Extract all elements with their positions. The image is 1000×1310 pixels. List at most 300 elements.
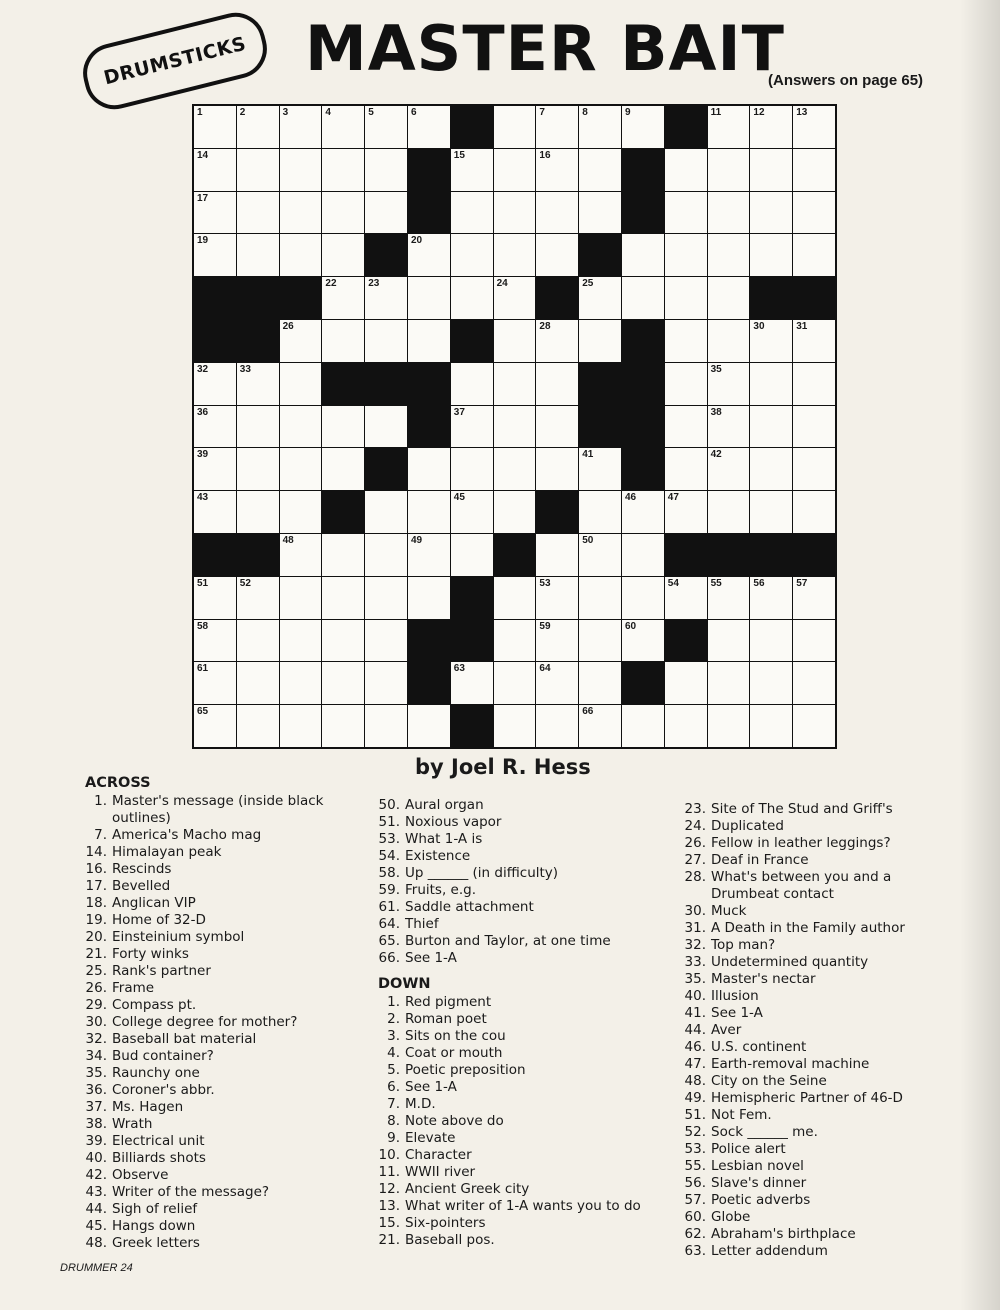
clue-number: 27. <box>684 852 706 868</box>
grid-cell[interactable] <box>408 705 450 747</box>
clue-text: Slave's dinner <box>711 1175 807 1191</box>
clue-number: 58. <box>378 865 400 881</box>
grid-cell[interactable] <box>322 534 364 576</box>
grid-cell[interactable] <box>665 320 707 362</box>
grid-cell[interactable] <box>451 662 493 704</box>
grid-cell[interactable] <box>494 662 536 704</box>
grid-cell[interactable] <box>322 577 364 619</box>
grid-cell[interactable] <box>665 491 707 533</box>
grid-cell[interactable] <box>708 320 750 362</box>
grid-cell[interactable] <box>451 277 493 319</box>
grid-cell[interactable] <box>194 234 236 276</box>
grid-cell[interactable] <box>322 106 364 148</box>
grid-cell[interactable] <box>536 149 578 191</box>
grid-cell[interactable] <box>579 192 621 234</box>
cell-number: 47 <box>667 492 679 504</box>
grid-cell[interactable] <box>280 106 322 148</box>
grid-cell[interactable] <box>408 491 450 533</box>
grid-cell[interactable] <box>579 705 621 747</box>
grid-cell[interactable] <box>793 620 835 662</box>
grid-cell[interactable] <box>451 234 493 276</box>
grid-cell[interactable] <box>750 620 792 662</box>
grid-cell[interactable] <box>322 234 364 276</box>
cell-number: 41 <box>582 449 594 461</box>
cell-number: 7 <box>539 107 545 118</box>
clue-text: Poetic adverbs <box>711 1192 811 1208</box>
clue-text: Sock ______ me. <box>711 1124 818 1140</box>
grid-cell[interactable] <box>280 406 322 448</box>
grid-cell[interactable] <box>280 491 322 533</box>
grid-block <box>408 149 450 191</box>
grid-cell[interactable] <box>750 192 792 234</box>
clue-number: 31. <box>684 920 706 936</box>
grid-cell[interactable] <box>793 705 835 747</box>
grid-cell[interactable] <box>237 149 279 191</box>
grid-cell[interactable] <box>708 662 750 704</box>
clue-text: M.D. <box>405 1096 436 1112</box>
cell-number: 24 <box>496 278 508 290</box>
grid-cell[interactable] <box>536 363 578 405</box>
clue-text: Aural organ <box>405 797 484 813</box>
grid-cell[interactable] <box>408 577 450 619</box>
grid-cell[interactable] <box>793 363 835 405</box>
grid-cell[interactable] <box>750 491 792 533</box>
clue-item <box>378 1028 668 1045</box>
grid-cell[interactable] <box>365 277 407 319</box>
clue-number: 1. <box>387 994 400 1010</box>
grid-cell[interactable] <box>237 363 279 405</box>
grid-cell[interactable] <box>665 234 707 276</box>
grid-cell[interactable] <box>793 149 835 191</box>
grid-block <box>665 620 707 662</box>
grid-cell[interactable] <box>622 106 664 148</box>
grid-cell[interactable] <box>280 620 322 662</box>
grid-cell[interactable] <box>665 277 707 319</box>
clue-item <box>684 1090 956 1107</box>
grid-cell[interactable] <box>494 234 536 276</box>
cell-number: 55 <box>710 577 722 589</box>
grid-cell[interactable] <box>579 620 621 662</box>
clue-number: 46. <box>684 1039 706 1055</box>
grid-cell[interactable] <box>708 705 750 747</box>
grid-cell[interactable] <box>536 234 578 276</box>
grid-cell[interactable] <box>280 149 322 191</box>
grid-cell[interactable] <box>750 363 792 405</box>
cell-number: 31 <box>796 320 808 332</box>
grid-cell[interactable] <box>536 106 578 148</box>
grid-cell[interactable] <box>750 406 792 448</box>
grid-cell[interactable] <box>237 406 279 448</box>
clue-text: Coat or mouth <box>405 1045 503 1061</box>
grid-cell[interactable] <box>793 106 835 148</box>
grid-block <box>579 363 621 405</box>
clue-item <box>378 831 668 848</box>
grid-cell[interactable] <box>194 491 236 533</box>
grid-cell[interactable] <box>793 192 835 234</box>
grid-cell[interactable] <box>665 363 707 405</box>
clue-text: Ancient Greek city <box>405 1181 530 1197</box>
grid-cell[interactable] <box>536 662 578 704</box>
grid-cell[interactable] <box>750 149 792 191</box>
grid-cell[interactable] <box>408 106 450 148</box>
grid-cell[interactable] <box>451 363 493 405</box>
clue-number: 5. <box>387 1062 400 1078</box>
clue-item <box>85 878 350 895</box>
clue-number: 30. <box>684 903 706 919</box>
grid-cell[interactable] <box>365 106 407 148</box>
clue-number: 62. <box>684 1226 706 1242</box>
grid-cell[interactable] <box>280 534 322 576</box>
grid-cell[interactable] <box>280 705 322 747</box>
grid-cell[interactable] <box>322 662 364 704</box>
grid-block <box>451 320 493 362</box>
clue-text: Writer of the message? <box>112 1184 270 1200</box>
grid-cell[interactable] <box>237 705 279 747</box>
grid-cell[interactable] <box>194 577 236 619</box>
grid-cell[interactable] <box>451 149 493 191</box>
grid-cell[interactable] <box>194 363 236 405</box>
grid-cell[interactable] <box>750 662 792 704</box>
clue-text: What writer of 1-A wants you to do <box>405 1198 641 1214</box>
clue-item <box>684 971 956 988</box>
cell-number: 17 <box>197 192 209 204</box>
grid-cell[interactable] <box>494 705 536 747</box>
page-footer: DRUMMER 24 <box>60 1262 133 1274</box>
grid-cell[interactable] <box>579 277 621 319</box>
clue-number: 48. <box>85 1235 107 1251</box>
grid-cell[interactable] <box>194 705 236 747</box>
grid-cell[interactable] <box>708 277 750 319</box>
grid-cell[interactable] <box>750 234 792 276</box>
clue-item <box>378 1181 668 1198</box>
grid-cell[interactable] <box>280 577 322 619</box>
grid-cell[interactable] <box>750 320 792 362</box>
clue-text: See 1-A <box>405 950 457 966</box>
grid-cell[interactable] <box>536 705 578 747</box>
grid-cell[interactable] <box>579 448 621 490</box>
grid-cell[interactable] <box>408 277 450 319</box>
grid-cell[interactable] <box>408 448 450 490</box>
cell-number: 60 <box>624 620 637 632</box>
grid-block <box>622 662 664 704</box>
grid-cell[interactable] <box>665 705 707 747</box>
clue-item <box>684 988 956 1005</box>
clue-item <box>378 814 668 831</box>
clue-item <box>85 1150 350 1167</box>
grid-cell[interactable] <box>622 577 664 619</box>
cell-number: 50 <box>582 534 594 546</box>
grid-cell[interactable] <box>365 577 407 619</box>
grid-cell[interactable] <box>451 534 493 576</box>
grid-cell[interactable] <box>451 491 493 533</box>
clue-text: Baseball bat material <box>112 1031 257 1047</box>
grid-cell[interactable] <box>708 234 750 276</box>
grid-cell[interactable] <box>451 406 493 448</box>
grid-cell[interactable] <box>579 577 621 619</box>
clue-number: 61. <box>378 899 400 915</box>
grid-cell[interactable] <box>280 363 322 405</box>
grid-cell[interactable] <box>793 406 835 448</box>
cell-number: 1 <box>197 107 203 118</box>
clue-item <box>378 1147 668 1164</box>
grid-cell[interactable] <box>194 448 236 490</box>
clue-number: 33. <box>684 954 706 970</box>
grid-cell[interactable] <box>365 620 407 662</box>
grid-cell[interactable] <box>494 620 536 662</box>
across-column <box>85 775 350 1252</box>
across-clue-list <box>85 793 350 1252</box>
grid-cell[interactable] <box>665 577 707 619</box>
grid-block <box>280 277 322 319</box>
grid-cell[interactable] <box>494 448 536 490</box>
grid-cell[interactable] <box>237 234 279 276</box>
grid-cell[interactable] <box>793 448 835 490</box>
grid-cell[interactable] <box>494 192 536 234</box>
grid-cell[interactable] <box>280 662 322 704</box>
grid-cell[interactable] <box>322 277 364 319</box>
grid-cell[interactable] <box>579 106 621 148</box>
clue-item <box>684 1141 956 1158</box>
grid-cell[interactable] <box>750 577 792 619</box>
grid-cell[interactable] <box>665 149 707 191</box>
grid-cell[interactable] <box>494 491 536 533</box>
clue-item <box>684 1107 956 1124</box>
grid-cell[interactable] <box>365 149 407 191</box>
grid-cell[interactable] <box>665 406 707 448</box>
grid-cell[interactable] <box>708 448 750 490</box>
clue-number: 10. <box>378 1147 400 1163</box>
clue-item <box>85 980 350 997</box>
grid-cell[interactable] <box>237 192 279 234</box>
grid-cell[interactable] <box>322 448 364 490</box>
clue-text: Six-pointers <box>405 1215 486 1231</box>
clue-number: 32. <box>684 937 706 953</box>
grid-block <box>451 620 493 662</box>
grid-cell[interactable] <box>708 192 750 234</box>
grid-cell[interactable] <box>750 448 792 490</box>
grid-cell[interactable] <box>494 320 536 362</box>
grid-cell[interactable] <box>365 491 407 533</box>
grid-cell[interactable] <box>579 149 621 191</box>
grid-cell[interactable] <box>365 705 407 747</box>
clue-text: WWII river <box>405 1164 476 1180</box>
clue-number: 44. <box>684 1022 706 1038</box>
grid-cell[interactable] <box>237 620 279 662</box>
clue-number: 18. <box>85 895 107 911</box>
grid-cell[interactable] <box>237 448 279 490</box>
grid-block <box>322 363 364 405</box>
grid-cell[interactable] <box>665 192 707 234</box>
grid-cell[interactable] <box>708 491 750 533</box>
grid-block <box>536 277 578 319</box>
clue-item <box>378 933 668 950</box>
grid-cell[interactable] <box>322 192 364 234</box>
grid-cell[interactable] <box>708 406 750 448</box>
grid-cell[interactable] <box>708 106 750 148</box>
clue-item <box>85 1014 350 1031</box>
cell-number: 28 <box>539 320 551 332</box>
clue-text: Anglican VIP <box>112 895 196 911</box>
grid-cell[interactable] <box>622 234 664 276</box>
clue-text: What 1-A is <box>405 831 483 847</box>
grid-cell[interactable] <box>708 149 750 191</box>
grid-cell[interactable] <box>365 662 407 704</box>
clue-number: 36. <box>85 1082 107 1098</box>
grid-cell[interactable] <box>365 534 407 576</box>
grid-cell[interactable] <box>194 620 236 662</box>
grid-cell[interactable] <box>536 534 578 576</box>
clue-text: Greek letters <box>112 1235 200 1251</box>
grid-cell[interactable] <box>622 491 664 533</box>
grid-cell[interactable] <box>194 192 236 234</box>
grid-cell[interactable] <box>408 320 450 362</box>
grid-cell[interactable] <box>280 192 322 234</box>
clue-number: 25. <box>85 963 107 979</box>
grid-cell[interactable] <box>708 577 750 619</box>
cell-number: 36 <box>197 406 209 418</box>
grid-cell[interactable] <box>622 620 664 662</box>
grid-cell[interactable] <box>622 534 664 576</box>
clue-item <box>378 1079 668 1096</box>
clue-number: 11. <box>378 1164 400 1180</box>
grid-cell[interactable] <box>793 234 835 276</box>
cell-number: 2 <box>239 107 246 118</box>
grid-cell[interactable] <box>280 320 322 362</box>
grid-cell[interactable] <box>194 662 236 704</box>
grid-cell[interactable] <box>194 406 236 448</box>
clue-item <box>85 997 350 1014</box>
grid-cell[interactable] <box>494 106 536 148</box>
clue-text: Lesbian novel <box>711 1158 804 1174</box>
clue-item <box>378 1011 668 1028</box>
grid-cell[interactable] <box>536 577 578 619</box>
grid-cell[interactable] <box>494 577 536 619</box>
grid-cell[interactable] <box>708 620 750 662</box>
clue-text: Master's nectar <box>711 971 816 987</box>
grid-cell[interactable] <box>237 662 279 704</box>
grid-cell[interactable] <box>494 149 536 191</box>
puzzle-title: MASTER BAIT <box>305 12 785 85</box>
grid-cell[interactable] <box>793 320 835 362</box>
clue-number: 53. <box>378 831 400 847</box>
grid-cell[interactable] <box>237 577 279 619</box>
grid-cell[interactable] <box>365 406 407 448</box>
grid-cell[interactable] <box>622 277 664 319</box>
across-down-column <box>378 797 668 1249</box>
clue-text: Master's message (inside black outlines) <box>112 793 324 826</box>
clue-item <box>378 1164 668 1181</box>
grid-cell[interactable] <box>579 320 621 362</box>
cell-number: 64 <box>539 663 551 675</box>
grid-cell[interactable] <box>280 448 322 490</box>
grid-cell[interactable] <box>494 363 536 405</box>
grid-cell[interactable] <box>322 620 364 662</box>
clue-number: 35. <box>85 1065 107 1081</box>
clue-text: Ms. Hagen <box>112 1099 184 1115</box>
grid-cell[interactable] <box>536 192 578 234</box>
grid-block <box>579 234 621 276</box>
grid-cell[interactable] <box>665 448 707 490</box>
grid-cell[interactable] <box>280 234 322 276</box>
clue-text: Top man? <box>711 937 776 953</box>
clue-item <box>378 950 668 967</box>
clue-item <box>684 903 956 920</box>
clue-item <box>85 929 350 946</box>
grid-cell[interactable] <box>793 577 835 619</box>
grid-cell[interactable] <box>579 491 621 533</box>
grid-block <box>665 106 707 148</box>
grid-cell[interactable] <box>237 491 279 533</box>
clue-number: 39. <box>85 1133 107 1149</box>
clue-number: 30. <box>85 1014 107 1030</box>
grid-cell[interactable] <box>451 192 493 234</box>
down-clue-list <box>378 994 668 1249</box>
grid-cell[interactable] <box>622 705 664 747</box>
clue-number: 13. <box>378 1198 400 1214</box>
grid-cell[interactable] <box>750 106 792 148</box>
grid-cell[interactable] <box>494 277 536 319</box>
clue-item <box>85 1218 350 1235</box>
grid-cell[interactable] <box>365 320 407 362</box>
across-clue-list-continued <box>378 797 668 967</box>
grid-block <box>622 406 664 448</box>
cell-number: 54 <box>667 577 679 589</box>
grid-cell[interactable] <box>451 448 493 490</box>
grid-cell[interactable] <box>665 662 707 704</box>
clue-number: 7. <box>94 827 107 843</box>
grid-cell[interactable] <box>536 406 578 448</box>
clue-item <box>85 963 350 980</box>
grid-block <box>194 320 236 362</box>
grid-cell[interactable] <box>408 534 450 576</box>
grid-cell[interactable] <box>536 620 578 662</box>
clue-item <box>85 1116 350 1133</box>
grid-cell[interactable] <box>750 705 792 747</box>
clue-text: Sits on the cou <box>405 1028 506 1044</box>
grid-cell[interactable] <box>536 320 578 362</box>
clue-number: 24. <box>684 818 706 834</box>
grid-cell[interactable] <box>322 149 364 191</box>
grid-cell[interactable] <box>322 320 364 362</box>
clue-item <box>378 1198 668 1215</box>
clue-text: Baseball pos. <box>405 1232 495 1248</box>
cell-number: 30 <box>753 320 765 332</box>
grid-cell[interactable] <box>579 534 621 576</box>
grid-block <box>622 363 664 405</box>
grid-cell[interactable] <box>494 406 536 448</box>
grid-cell[interactable] <box>365 192 407 234</box>
grid-cell[interactable] <box>793 662 835 704</box>
clue-item <box>378 916 668 933</box>
grid-block <box>451 577 493 619</box>
clue-item <box>378 865 668 882</box>
grid-cell[interactable] <box>237 106 279 148</box>
clue-item <box>378 994 668 1011</box>
grid-cell[interactable] <box>322 406 364 448</box>
grid-cell[interactable] <box>194 149 236 191</box>
grid-cell[interactable] <box>408 234 450 276</box>
clue-text: See 1-A <box>711 1005 763 1021</box>
grid-cell[interactable] <box>194 106 236 148</box>
clue-item <box>85 1235 350 1252</box>
grid-cell[interactable] <box>536 448 578 490</box>
grid-cell[interactable] <box>322 705 364 747</box>
grid-cell[interactable] <box>579 662 621 704</box>
grid-cell[interactable] <box>793 491 835 533</box>
grid-cell[interactable] <box>708 363 750 405</box>
grid-block <box>622 192 664 234</box>
clue-text: Deaf in France <box>711 852 809 868</box>
